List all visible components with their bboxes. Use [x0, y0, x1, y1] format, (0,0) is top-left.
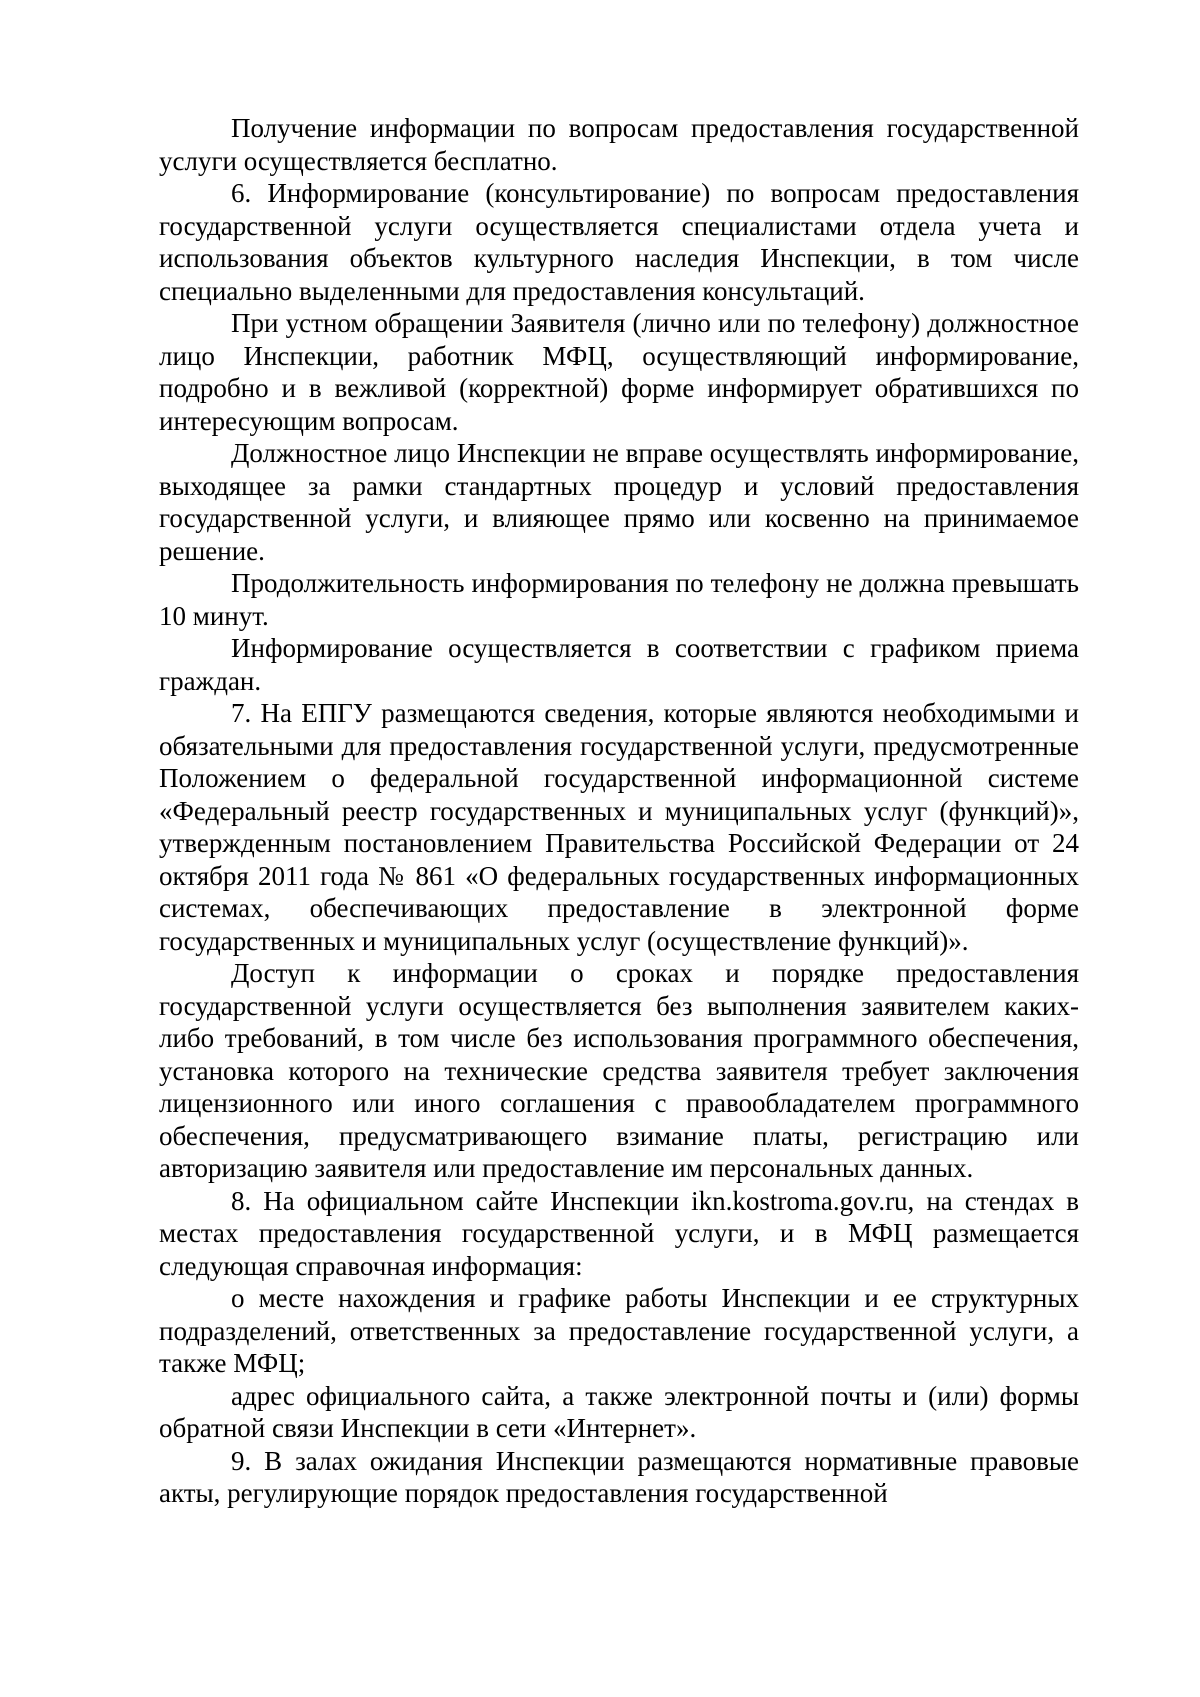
paragraph-9-waiting-halls: 9. В залах ожидания Инспекции размещаются нормативные правовые акты, регулирующие порядок предоставления государственной [159, 1445, 1079, 1508]
paragraph-oral-request: При устном обращении Заявителя (лично или по телефону) должностное лицо Инспекции, работник МФЦ, осуществляющий информирование, подробно и в вежливой (корректной) форме информирует обратившихся по интересующим вопросам. [159, 308, 1079, 436]
paragraph-site-address: адрес официального сайта, а также электронной почты и (или) формы обратной связи Инспекции в сети «Интернет». [159, 1380, 1079, 1443]
paragraph-free-of-charge: Получение информации по вопросам предоставления государственной услуги осуществляется бесплатно. [159, 113, 1079, 176]
paragraph-8-official-site: 8. На официальном сайте Инспекции ikn.kostroma.gov.ru, на стендах в местах предоставления государственной услуги, и в МФЦ размещается следующая справочная информация: [159, 1185, 1079, 1281]
paragraph-6-consulting: 6. Информирование (консультирование) по вопросам предоставления государственной услуги осуществляется специалистами отдела учета и использования объектов культурного наследия Инспекции, в том числе специально выделенными для предоставления консультаций. [159, 178, 1079, 306]
document-page [159, 112, 1079, 1510]
paragraph-phone-duration: Продолжительность информирования по телефону не должна превышать 10 минут. [159, 568, 1079, 631]
paragraph-7-epgu: 7. На ЕПГУ размещаются сведения, которые являются необходимыми и обязательными для предоставления государственной услуги, предусмотренные Положением о федеральной государственной информационной системе «Федеральный реестр государственных и муниципальных услуг (функций)», утвержденным постановлением Правительства Российской Федерации от 24 октября 2011 года № 861 «О федеральных государственных информационных системах, обеспечивающих предоставление в электронной форме государственных и муниципальных услуг (осуществление функций)». [159, 698, 1079, 956]
paragraph-information-access: Доступ к информации о сроках и порядке предоставления государственной услуги осуществляется без выполнения заявителем каких-либо требований, в том числе без использования программного обеспечения, установка которого на технические средства заявителя требует заключения лицензионного или иного соглашения с правообладателем программного обеспечения, предусматривающего взимание платы, регистрацию или авторизацию заявителя или предоставление им персональных данных. [159, 958, 1079, 1183]
paragraph-informing-limits: Должностное лицо Инспекции не вправе осуществлять информирование, выходящее за рамки стандартных процедур и условий предоставления государственной услуги, и влияющее прямо или косвенно на принимаемое решение. [159, 438, 1079, 566]
paragraph-location-schedule: о месте нахождения и графике работы Инспекции и ее структурных подразделений, ответственных за предоставление государственной услуги, а также МФЦ; [159, 1283, 1079, 1378]
paragraph-reception-schedule: Информирование осуществляется в соответствии с графиком приема граждан. [159, 633, 1079, 696]
